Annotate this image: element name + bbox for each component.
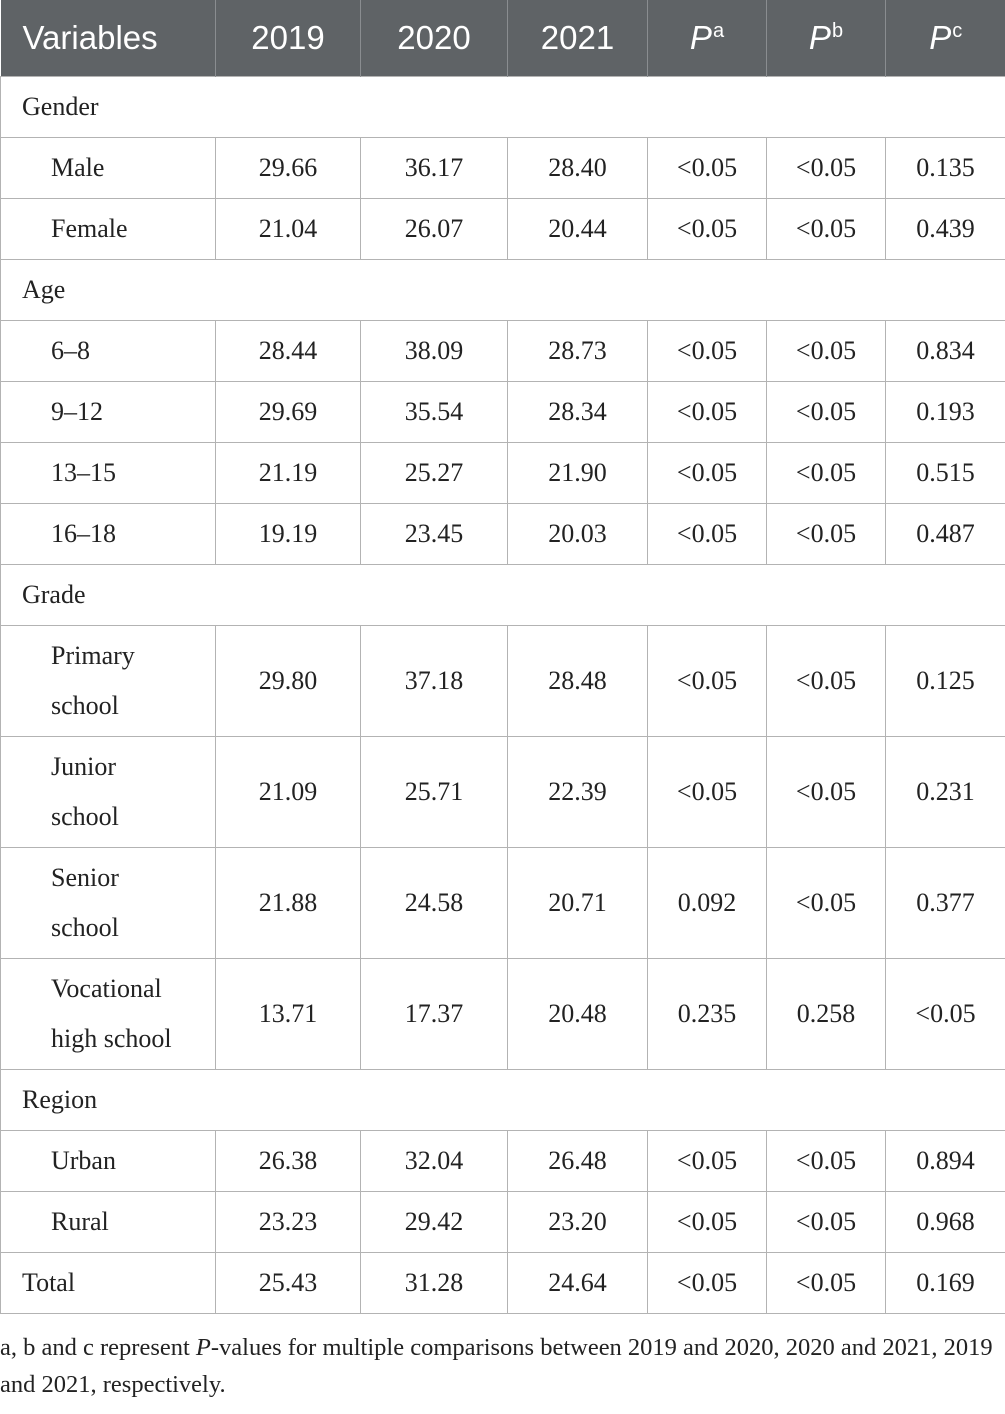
cell: <0.05	[886, 959, 1005, 1070]
row-label	[1, 959, 216, 1070]
cell: 0.193	[886, 382, 1005, 443]
cell: 24.58	[361, 848, 508, 959]
cell: 29.69	[216, 382, 361, 443]
row-label: 13–15	[1, 443, 216, 504]
row-label-line: Primary	[51, 641, 135, 670]
cell: <0.05	[767, 1253, 886, 1314]
table-row	[1, 1192, 1005, 1253]
row-label: 16–18	[1, 504, 216, 565]
cell: 32.04	[361, 1131, 508, 1192]
header-p-c: $P^c$	[886, 0, 1005, 77]
cell: <0.05	[767, 199, 886, 260]
row-label	[1, 848, 216, 959]
cell: <0.05	[648, 1253, 767, 1314]
header-2021: 2021	[508, 0, 648, 77]
cell: <0.05	[767, 138, 886, 199]
cell: 0.439	[886, 199, 1005, 260]
cell: <0.05	[648, 382, 767, 443]
cell: 21.04	[216, 199, 361, 260]
row-label-line: school	[51, 913, 119, 942]
cell: 0.894	[886, 1131, 1005, 1192]
cell: <0.05	[648, 1131, 767, 1192]
cell: 28.34	[508, 382, 648, 443]
row-label	[1, 626, 216, 737]
cell: 0.135	[886, 138, 1005, 199]
cell: <0.05	[648, 626, 767, 737]
row-label: Male	[1, 138, 216, 199]
row-label: Rural	[1, 1192, 216, 1253]
row-label-line: Vocational	[51, 974, 162, 1003]
group-row-grade	[1, 565, 1005, 626]
header-p-a: $P^a$	[648, 0, 767, 77]
cell: 21.19	[216, 443, 361, 504]
cell: 25.43	[216, 1253, 361, 1314]
cell: <0.05	[767, 848, 886, 959]
row-label: 6–8	[1, 321, 216, 382]
footnote-italic: P	[195, 1334, 211, 1361]
row-label-line: Senior	[51, 863, 119, 892]
group-row-gender	[1, 77, 1005, 138]
table-footnote	[0, 1329, 1000, 1403]
cell: 28.48	[508, 626, 648, 737]
row-label-line: school	[51, 802, 119, 831]
cell: <0.05	[648, 1192, 767, 1253]
header-variables: Variables	[1, 0, 216, 77]
cell: 19.19	[216, 504, 361, 565]
cell: <0.05	[648, 504, 767, 565]
header-p-b: $P^b$	[767, 0, 886, 77]
header-2020: 2020	[361, 0, 508, 77]
cell: <0.05	[648, 321, 767, 382]
cell: 37.18	[361, 626, 508, 737]
cell: <0.05	[767, 321, 886, 382]
table-row	[1, 737, 1005, 848]
cell: <0.05	[648, 443, 767, 504]
cell: <0.05	[648, 138, 767, 199]
table-row	[1, 959, 1005, 1070]
cell: 17.37	[361, 959, 508, 1070]
cell: 20.48	[508, 959, 648, 1070]
cell: <0.05	[767, 626, 886, 737]
table-row	[1, 848, 1005, 959]
row-label: Urban	[1, 1131, 216, 1192]
table-row	[1, 321, 1005, 382]
cell: 38.09	[361, 321, 508, 382]
total-row	[1, 1253, 1005, 1314]
cell: 0.834	[886, 321, 1005, 382]
cell: 22.39	[508, 737, 648, 848]
table-row	[1, 626, 1005, 737]
group-title: Age	[1, 260, 1005, 321]
row-label-line: high school	[51, 1024, 172, 1053]
cell: 13.71	[216, 959, 361, 1070]
cell: 23.45	[361, 504, 508, 565]
row-label-line: Junior	[51, 752, 116, 781]
table-row	[1, 199, 1005, 260]
cell: 21.90	[508, 443, 648, 504]
footnote-text: a, b and c represent	[0, 1334, 196, 1361]
cell: 28.44	[216, 321, 361, 382]
group-title: Gender	[1, 77, 1005, 138]
cell: <0.05	[767, 504, 886, 565]
cell: 21.09	[216, 737, 361, 848]
cell: 26.07	[361, 199, 508, 260]
cell: 0.515	[886, 443, 1005, 504]
cell: 0.231	[886, 737, 1005, 848]
cell: 29.80	[216, 626, 361, 737]
cell: 0.169	[886, 1253, 1005, 1314]
cell: 26.38	[216, 1131, 361, 1192]
cell: 23.23	[216, 1192, 361, 1253]
row-label	[1, 737, 216, 848]
total-label: Total	[1, 1253, 216, 1314]
cell: 25.27	[361, 443, 508, 504]
cell: 21.88	[216, 848, 361, 959]
cell: 0.968	[886, 1192, 1005, 1253]
cell: 20.03	[508, 504, 648, 565]
cell: <0.05	[767, 737, 886, 848]
cell: 35.54	[361, 382, 508, 443]
cell: 26.48	[508, 1131, 648, 1192]
cell: <0.05	[767, 1192, 886, 1253]
group-row-age	[1, 260, 1005, 321]
footnote-text: -values for multiple comparisons between 2019 and 2020, 2020 and 2021, 2019 and 2021, respectively.	[0, 1334, 993, 1398]
cell: 24.64	[508, 1253, 648, 1314]
cell: 23.20	[508, 1192, 648, 1253]
cell: <0.05	[767, 1131, 886, 1192]
cell: <0.05	[648, 737, 767, 848]
group-title: Region	[1, 1070, 1005, 1131]
cell: 0.487	[886, 504, 1005, 565]
header-row	[1, 0, 1005, 77]
cell: <0.05	[767, 382, 886, 443]
cell: 29.66	[216, 138, 361, 199]
group-title: Grade	[1, 565, 1005, 626]
cell: 20.44	[508, 199, 648, 260]
cell: 0.258	[767, 959, 886, 1070]
table-row	[1, 504, 1005, 565]
cell: 25.71	[361, 737, 508, 848]
cell: 28.73	[508, 321, 648, 382]
header-2019: 2019	[216, 0, 361, 77]
cell: 28.40	[508, 138, 648, 199]
cell: 0.092	[648, 848, 767, 959]
row-label: Female	[1, 199, 216, 260]
table-row	[1, 138, 1005, 199]
group-row-region	[1, 1070, 1005, 1131]
row-label-line: school	[51, 691, 119, 720]
cell: 29.42	[361, 1192, 508, 1253]
table-row	[1, 1131, 1005, 1192]
table-row	[1, 382, 1005, 443]
cell: 36.17	[361, 138, 508, 199]
row-label: 9–12	[1, 382, 216, 443]
cell: 0.377	[886, 848, 1005, 959]
cell: <0.05	[648, 199, 767, 260]
cell: 31.28	[361, 1253, 508, 1314]
cell: 0.235	[648, 959, 767, 1070]
cell: 0.125	[886, 626, 1005, 737]
table-row	[1, 443, 1005, 504]
cell: 20.71	[508, 848, 648, 959]
cell: <0.05	[767, 443, 886, 504]
